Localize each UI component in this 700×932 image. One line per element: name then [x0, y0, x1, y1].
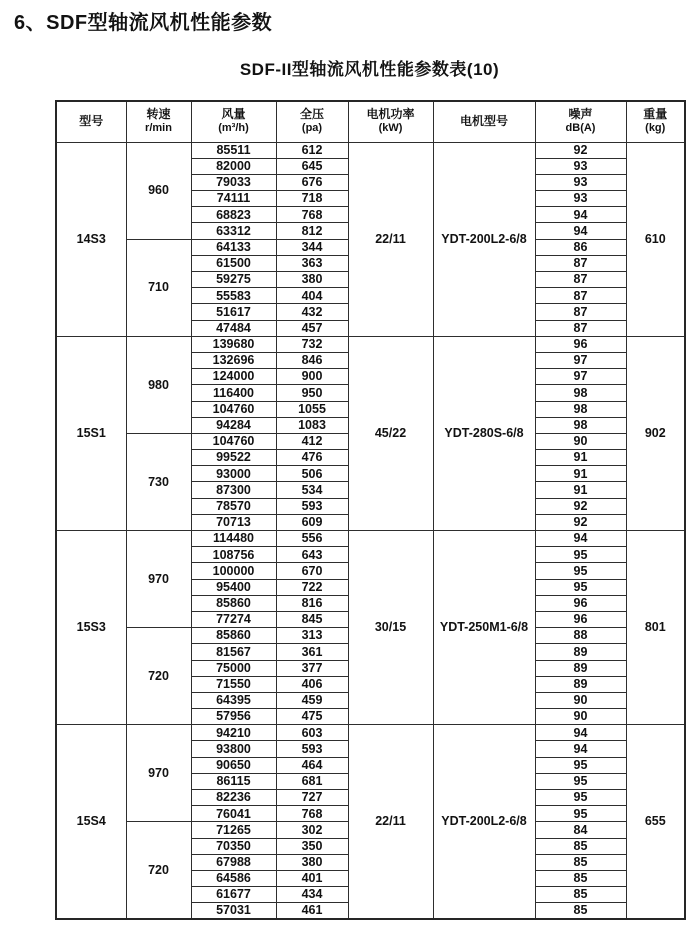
pressure-cell: 681	[276, 773, 348, 789]
pressure-cell: 768	[276, 806, 348, 822]
noise-cell: 88	[535, 628, 626, 644]
model-cell: 14S3	[56, 142, 126, 336]
pressure-cell: 722	[276, 579, 348, 595]
pressure-cell: 609	[276, 514, 348, 530]
flow-cell: 67988	[191, 854, 276, 870]
flow-cell: 74111	[191, 191, 276, 207]
pressure-cell: 432	[276, 304, 348, 320]
flow-cell: 114480	[191, 531, 276, 547]
flow-cell: 104760	[191, 401, 276, 417]
speed-cell: 970	[126, 725, 191, 822]
pressure-cell: 344	[276, 239, 348, 255]
pressure-cell: 534	[276, 482, 348, 498]
flow-cell: 63312	[191, 223, 276, 239]
flow-cell: 68823	[191, 207, 276, 223]
column-header-speed	[126, 101, 191, 142]
flow-cell: 71550	[191, 676, 276, 692]
performance-table	[55, 100, 686, 920]
flow-cell: 76041	[191, 806, 276, 822]
column-header-label: 噪声	[568, 107, 593, 122]
power-cell: 22/11	[348, 142, 433, 336]
noise-cell: 85	[535, 887, 626, 903]
flow-cell: 82236	[191, 790, 276, 806]
pressure-cell: 506	[276, 466, 348, 482]
noise-cell: 93	[535, 158, 626, 174]
table-title: SDF-II型轴流风机性能参数表(10)	[239, 60, 500, 79]
noise-cell: 89	[535, 660, 626, 676]
noise-cell: 95	[535, 757, 626, 773]
pressure-cell: 593	[276, 741, 348, 757]
pressure-cell: 645	[276, 158, 348, 174]
motor-cell: YDT-200L2-6/8	[433, 142, 535, 336]
flow-cell: 139680	[191, 336, 276, 352]
weight-cell: 801	[626, 531, 685, 725]
noise-cell: 92	[535, 514, 626, 530]
table-row	[56, 531, 685, 547]
speed-cell: 730	[126, 433, 191, 530]
noise-cell: 98	[535, 401, 626, 417]
pressure-cell: 727	[276, 790, 348, 806]
noise-cell: 91	[535, 450, 626, 466]
flow-cell: 79033	[191, 174, 276, 190]
noise-cell: 85	[535, 870, 626, 886]
noise-cell: 92	[535, 498, 626, 514]
pressure-cell: 380	[276, 854, 348, 870]
power-cell: 30/15	[348, 531, 433, 725]
power-cell: 22/11	[348, 725, 433, 919]
flow-cell: 71265	[191, 822, 276, 838]
pressure-cell: 718	[276, 191, 348, 207]
pressure-cell: 457	[276, 320, 348, 336]
flow-cell: 104760	[191, 433, 276, 449]
pressure-cell: 459	[276, 692, 348, 708]
column-header-label: 重量	[643, 107, 668, 122]
noise-cell: 92	[535, 142, 626, 158]
motor-cell: YDT-280S-6/8	[433, 336, 535, 530]
flow-cell: 85511	[191, 142, 276, 158]
noise-cell: 87	[535, 272, 626, 288]
noise-cell: 96	[535, 595, 626, 611]
pressure-cell: 612	[276, 142, 348, 158]
noise-cell: 89	[535, 644, 626, 660]
column-header-flow	[191, 101, 276, 142]
pressure-cell: 950	[276, 385, 348, 401]
pressure-cell: 380	[276, 272, 348, 288]
pressure-cell: 313	[276, 628, 348, 644]
flow-cell: 108756	[191, 547, 276, 563]
pressure-cell: 732	[276, 336, 348, 352]
noise-cell: 94	[535, 741, 626, 757]
table-row	[56, 142, 685, 158]
noise-cell: 95	[535, 563, 626, 579]
flow-cell: 93800	[191, 741, 276, 757]
column-header-unit: (kW)	[378, 122, 403, 135]
column-header-unit: dB(A)	[565, 122, 596, 135]
model-cell: 15S3	[56, 531, 126, 725]
flow-cell: 57031	[191, 903, 276, 919]
flow-cell: 94284	[191, 417, 276, 433]
pressure-cell: 593	[276, 498, 348, 514]
noise-cell: 90	[535, 433, 626, 449]
flow-cell: 70713	[191, 514, 276, 530]
noise-cell: 93	[535, 191, 626, 207]
noise-cell: 91	[535, 482, 626, 498]
noise-cell: 94	[535, 223, 626, 239]
speed-cell: 720	[126, 822, 191, 919]
column-header-unit: (kg)	[645, 122, 666, 135]
flow-cell: 64133	[191, 239, 276, 255]
pressure-cell: 461	[276, 903, 348, 919]
noise-cell: 93	[535, 174, 626, 190]
flow-cell: 94210	[191, 725, 276, 741]
flow-cell: 61500	[191, 255, 276, 271]
pressure-cell: 846	[276, 352, 348, 368]
flow-cell: 61677	[191, 887, 276, 903]
noise-cell: 90	[535, 692, 626, 708]
column-header-noise	[535, 101, 626, 142]
speed-cell: 970	[126, 531, 191, 628]
noise-cell: 87	[535, 255, 626, 271]
column-header-power	[348, 101, 433, 142]
flow-cell: 64586	[191, 870, 276, 886]
speed-cell: 960	[126, 142, 191, 239]
motor-cell: YDT-250M1-6/8	[433, 531, 535, 725]
pressure-cell: 603	[276, 725, 348, 741]
noise-cell: 95	[535, 806, 626, 822]
flow-cell: 87300	[191, 482, 276, 498]
header-row	[56, 101, 685, 142]
noise-cell: 87	[535, 288, 626, 304]
pressure-cell: 302	[276, 822, 348, 838]
column-header-label: 转速	[146, 107, 171, 122]
table-row	[56, 336, 685, 352]
noise-cell: 98	[535, 417, 626, 433]
noise-cell: 87	[535, 320, 626, 336]
pressure-cell: 900	[276, 369, 348, 385]
speed-cell: 720	[126, 628, 191, 725]
motor-cell: YDT-200L2-6/8	[433, 725, 535, 919]
flow-cell: 124000	[191, 369, 276, 385]
weight-cell: 610	[626, 142, 685, 336]
column-header-unit: (m³/h)	[218, 122, 249, 135]
page-title: 6、SDF型轴流风机性能参数	[14, 12, 273, 34]
pressure-cell: 845	[276, 611, 348, 627]
flow-cell: 86115	[191, 773, 276, 789]
noise-cell: 95	[535, 579, 626, 595]
flow-cell: 95400	[191, 579, 276, 595]
pressure-cell: 643	[276, 547, 348, 563]
noise-cell: 97	[535, 352, 626, 368]
noise-cell: 97	[535, 369, 626, 385]
noise-cell: 94	[535, 531, 626, 547]
pressure-cell: 361	[276, 644, 348, 660]
pressure-cell: 404	[276, 288, 348, 304]
flow-cell: 99522	[191, 450, 276, 466]
noise-cell: 87	[535, 304, 626, 320]
pressure-cell: 377	[276, 660, 348, 676]
noise-cell: 90	[535, 709, 626, 725]
speed-cell: 980	[126, 336, 191, 433]
flow-cell: 64395	[191, 692, 276, 708]
noise-cell: 94	[535, 725, 626, 741]
column-header-unit: r/min	[145, 122, 172, 135]
column-header-label: 型号	[79, 114, 104, 129]
pressure-cell: 768	[276, 207, 348, 223]
noise-cell: 89	[535, 676, 626, 692]
column-header-model	[56, 101, 126, 142]
flow-cell: 78570	[191, 498, 276, 514]
pressure-cell: 676	[276, 174, 348, 190]
noise-cell: 85	[535, 903, 626, 919]
noise-cell: 85	[535, 854, 626, 870]
column-header-label: 全压	[299, 107, 324, 122]
flow-cell: 100000	[191, 563, 276, 579]
pressure-cell: 476	[276, 450, 348, 466]
noise-cell: 95	[535, 790, 626, 806]
pressure-cell: 1083	[276, 417, 348, 433]
weight-cell: 655	[626, 725, 685, 919]
noise-cell: 96	[535, 336, 626, 352]
column-header-pressure	[276, 101, 348, 142]
pressure-cell: 464	[276, 757, 348, 773]
model-cell: 15S1	[56, 336, 126, 530]
flow-cell: 85860	[191, 628, 276, 644]
flow-cell: 55583	[191, 288, 276, 304]
column-header-label: 电机型号	[459, 114, 508, 129]
flow-cell: 85860	[191, 595, 276, 611]
column-header-label: 风量	[221, 107, 246, 122]
flow-cell: 70350	[191, 838, 276, 854]
pressure-cell: 350	[276, 838, 348, 854]
noise-cell: 86	[535, 239, 626, 255]
noise-cell: 84	[535, 822, 626, 838]
pressure-cell: 363	[276, 255, 348, 271]
flow-cell: 51617	[191, 304, 276, 320]
table-row	[56, 725, 685, 741]
pressure-cell: 556	[276, 531, 348, 547]
pressure-cell: 812	[276, 223, 348, 239]
flow-cell: 93000	[191, 466, 276, 482]
noise-cell: 95	[535, 773, 626, 789]
weight-cell: 902	[626, 336, 685, 530]
noise-cell: 96	[535, 611, 626, 627]
pressure-cell: 1055	[276, 401, 348, 417]
column-header-weight	[626, 101, 685, 142]
flow-cell: 132696	[191, 352, 276, 368]
noise-cell: 94	[535, 207, 626, 223]
flow-cell: 116400	[191, 385, 276, 401]
flow-cell: 77274	[191, 611, 276, 627]
flow-cell: 81567	[191, 644, 276, 660]
model-cell: 15S4	[56, 725, 126, 919]
pressure-cell: 670	[276, 563, 348, 579]
column-header-unit: (pa)	[301, 122, 323, 135]
pressure-cell: 406	[276, 676, 348, 692]
flow-cell: 82000	[191, 158, 276, 174]
flow-cell: 57956	[191, 709, 276, 725]
pressure-cell: 475	[276, 709, 348, 725]
noise-cell: 98	[535, 385, 626, 401]
pressure-cell: 412	[276, 433, 348, 449]
noise-cell: 91	[535, 466, 626, 482]
pressure-cell: 434	[276, 887, 348, 903]
column-header-label: 电机功率	[366, 107, 415, 122]
speed-cell: 710	[126, 239, 191, 336]
noise-cell: 85	[535, 838, 626, 854]
power-cell: 45/22	[348, 336, 433, 530]
flow-cell: 75000	[191, 660, 276, 676]
noise-cell: 95	[535, 547, 626, 563]
pressure-cell: 401	[276, 870, 348, 886]
column-header-motor	[433, 101, 535, 142]
flow-cell: 59275	[191, 272, 276, 288]
pressure-cell: 816	[276, 595, 348, 611]
flow-cell: 90650	[191, 757, 276, 773]
flow-cell: 47484	[191, 320, 276, 336]
